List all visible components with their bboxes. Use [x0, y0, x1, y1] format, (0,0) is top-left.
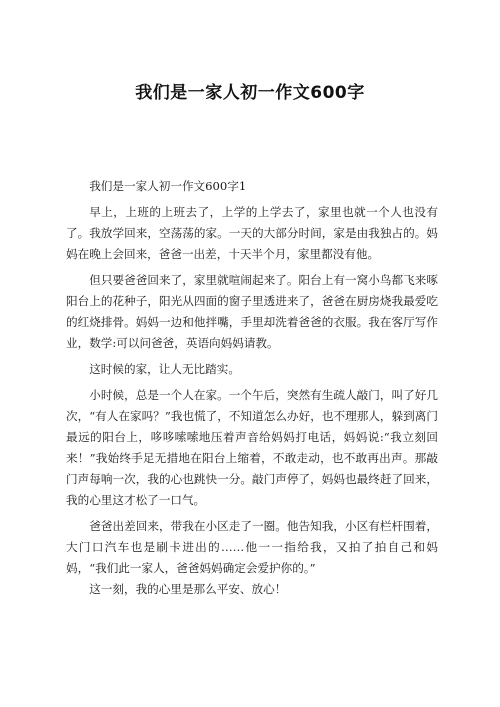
document-title: 我们是一家人初一作文600字: [135, 83, 365, 103]
paragraph-3: 这时候的家，让人无比踏实。: [89, 362, 240, 376]
paragraph-4: 小时候，总是一个人在家。一个午后，突然有生疏人敲门，叫了好几次，“有人在家吗？”我也慌了，不知道怎么办好，也不理那人，躲到离门最远的阳台上，哆哆嗦嗦地压着声音给妈妈打电话，妈妈说:“我立刻回来！”我始终手足无措地在阳台上缩着，不敢走动，也不敢再出声。那敲门声每响一次，我的心也跳快一分。敲门声停了，妈妈也最终赶了回来，我的心里这才松了一口气。: [66, 388, 438, 507]
paragraph-1: 早上，上班的上班去了，上学的上学去了，家里也就一个人也没有了。我放学回来，空荡荡的家。一天的大部分时间，家是由我独占的。妈妈在晚上会回来，爸爸一出差，十天半个月，家里都没有他。: [66, 205, 438, 261]
paragraph-2: 但只要爸爸回来了，家里就喧闹起来了。阳台上有一窝小鸟都飞来啄阳台上的花种子，阳光从四面的窗子里透进来了，爸爸在厨房烧我最爱吃的红烧排骨。妈妈一边和他拌嘴，手里却洗着爸爸的衣服。我在客厅写作业，数学:可以问爸爸，英语向妈妈请教。: [66, 273, 438, 350]
paragraph-5: 爸爸出差回来，带我在小区走了一圈。他告知我，小区有栏杆围着，大门口汽车也是刷卡进出的……他一一指给我，又拍了拍自己和妈妈，“我们此一家人，爸爸妈妈确定会爱护你的。”: [66, 519, 438, 575]
subtitle-paragraph: 我们是一家人初一作文600字1: [89, 179, 247, 193]
paragraph-6: 这一刻，我的心里是那么平安、放心！: [89, 582, 287, 596]
document-body: [66, 176, 438, 605]
